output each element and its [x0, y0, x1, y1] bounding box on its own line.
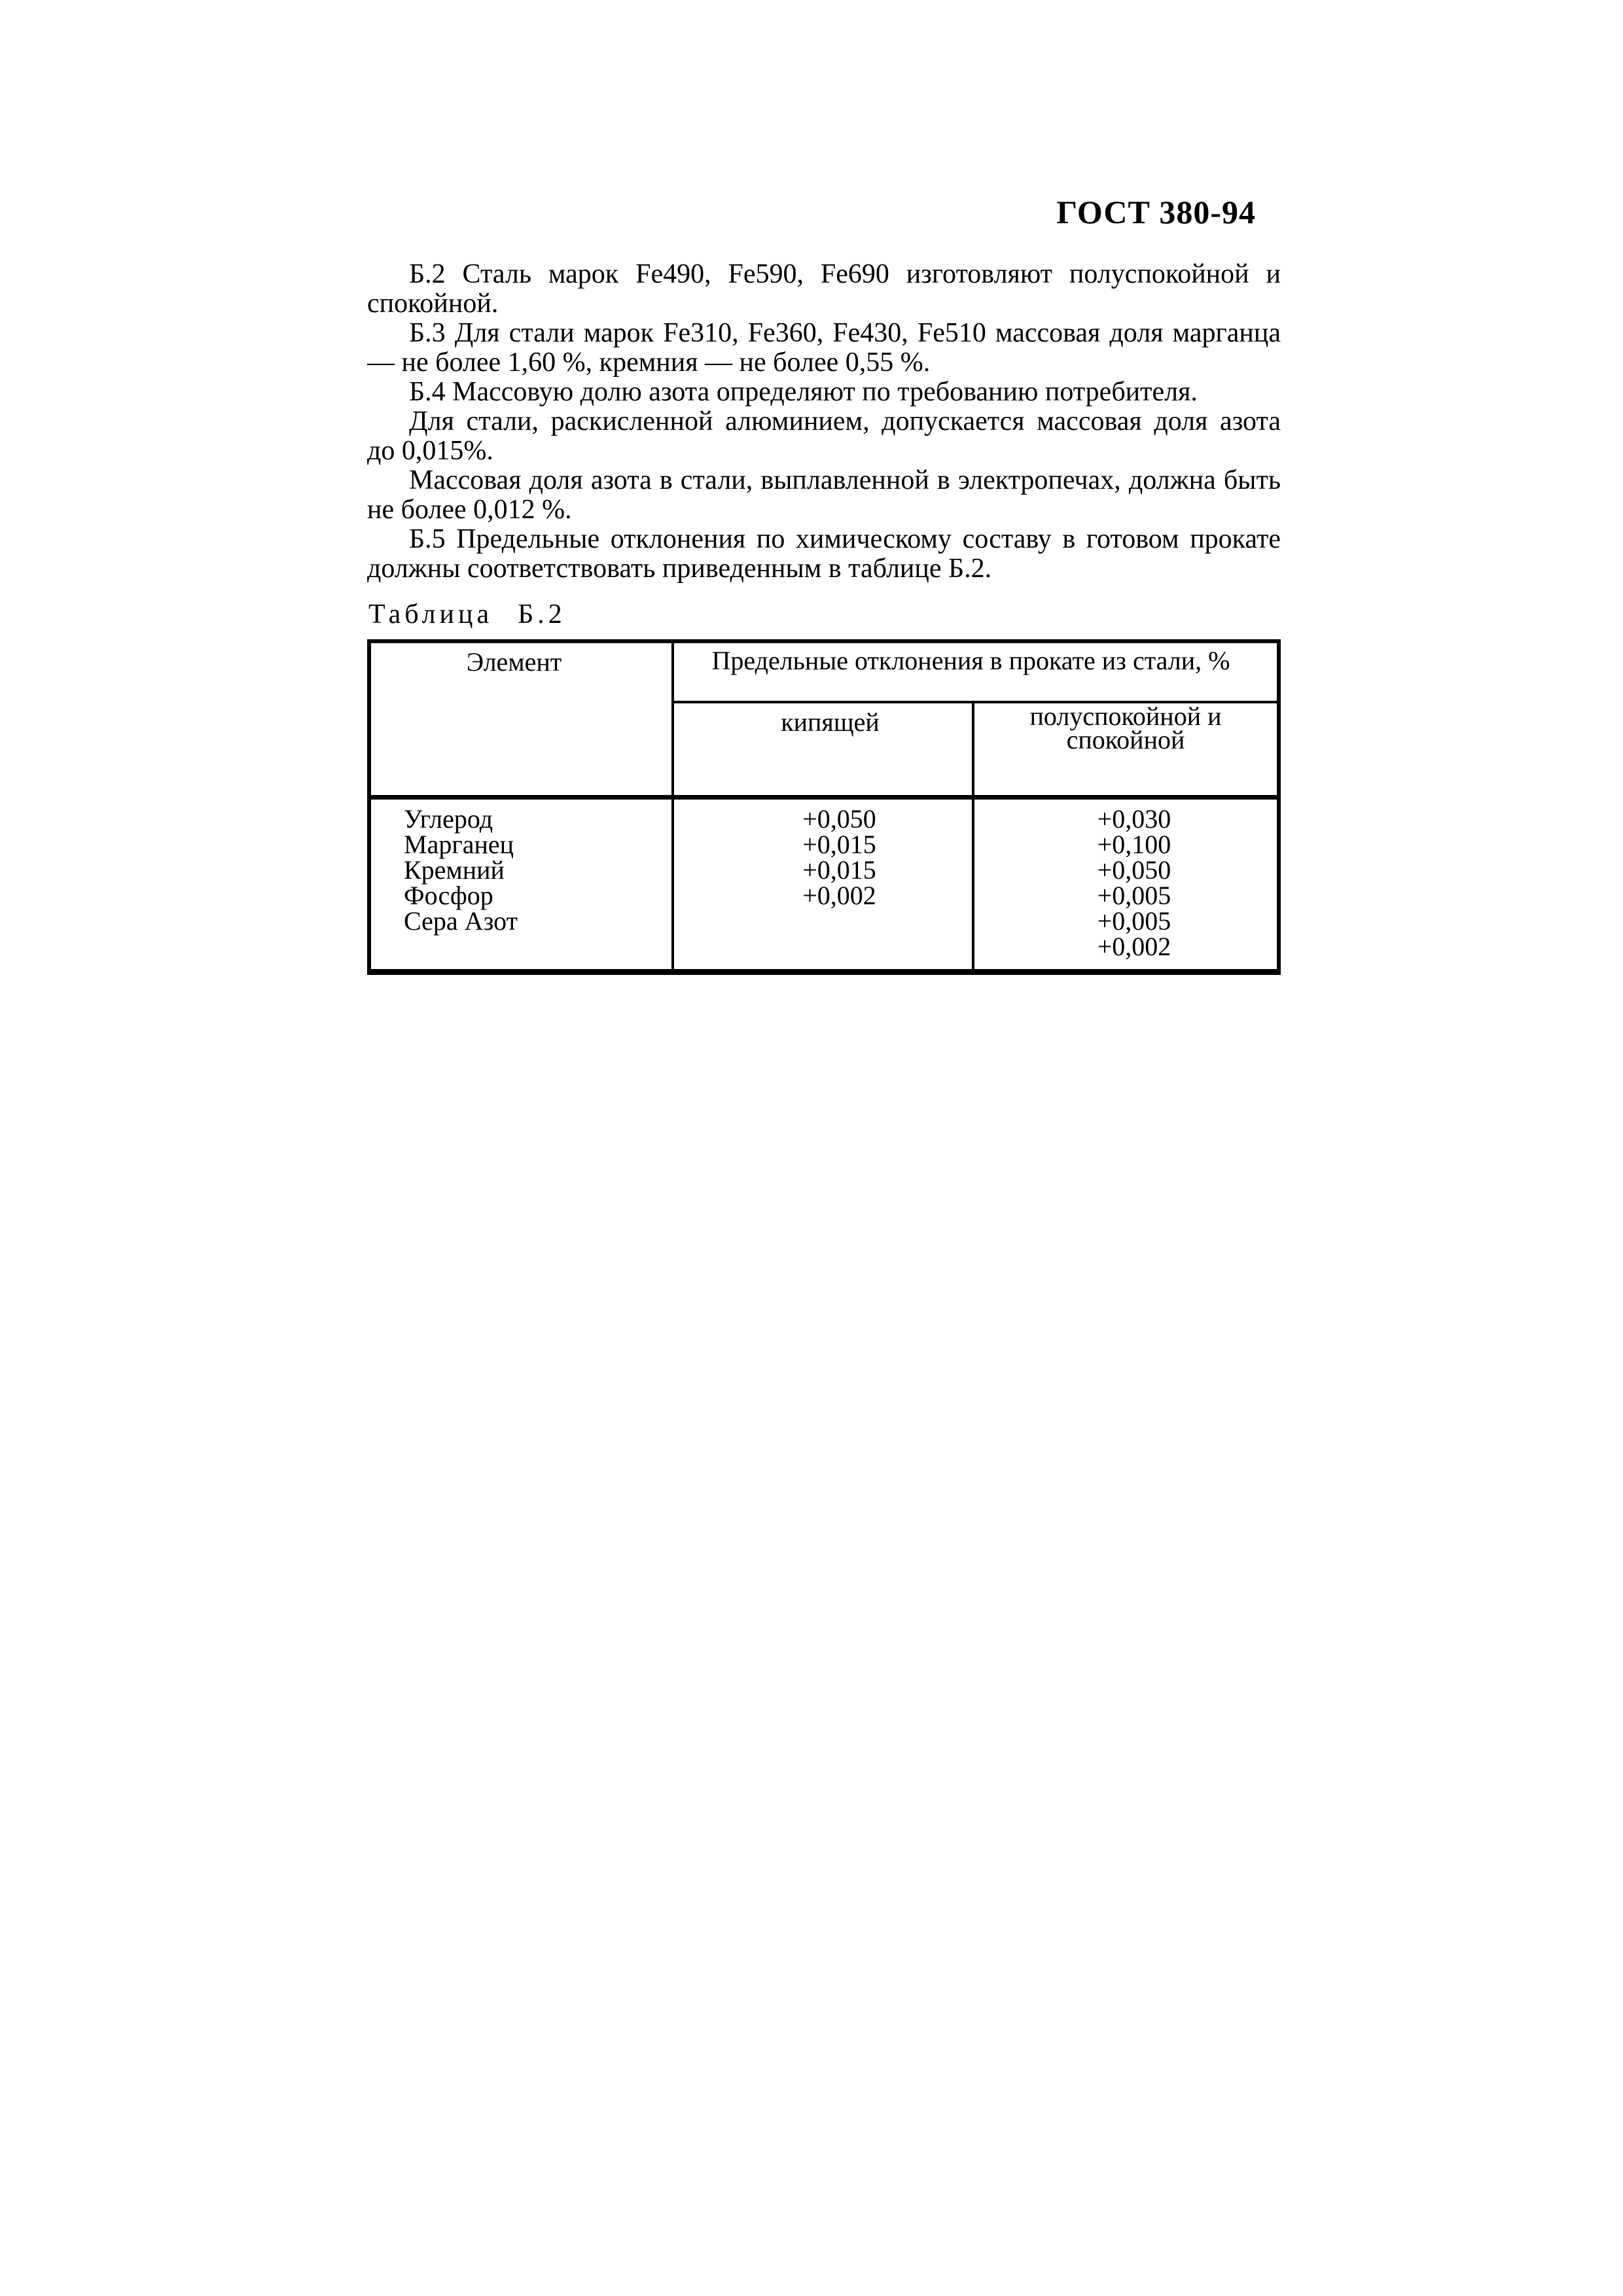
paragraph-line: Для стали, раскисленной алюминием, допускается массовая доля азота — [409, 406, 1281, 436]
element-item: Сера Азот — [404, 906, 518, 936]
table-caption — [368, 599, 566, 629]
standard-code: ГОСТ 380-94 — [1056, 194, 1256, 230]
semicalm-value-item: +0,005 — [1097, 906, 1171, 936]
boiling-value-item: +0,015 — [802, 855, 876, 885]
table-b2 — [367, 639, 1281, 975]
paragraph-line: должны соответствовать приведенным в таблице Б.2. — [367, 554, 992, 584]
semicalm-values — [974, 795, 1277, 969]
body-text — [367, 260, 1281, 584]
deviations-span-header: Предельные отклонения в прокате из стали, % — [674, 643, 1277, 703]
element-column-header: Элемент — [371, 643, 674, 795]
semicalm-value-item: +0,100 — [1097, 830, 1171, 859]
element-item: Кремний — [404, 855, 505, 885]
paragraph-line: Б.5 Предельные отклонения по химическому составу в готовом прокате — [409, 524, 1281, 554]
paragraph-line: не более 0,012 %. — [367, 495, 572, 525]
element-list — [371, 795, 674, 969]
boiling-values — [674, 795, 974, 969]
semicalm-subheader-line1: полуспокойной и — [1029, 701, 1222, 731]
semicalm-value-item: +0,030 — [1097, 804, 1171, 834]
semicalm-value-item: +0,050 — [1097, 855, 1171, 885]
semicalm-value-item: +0,005 — [1097, 881, 1171, 910]
paragraph-line: спокойной. — [367, 289, 499, 319]
boiling-value-item: +0,050 — [802, 804, 876, 834]
boiling-value-item: +0,015 — [802, 830, 876, 859]
paragraph-line: Б.2 Сталь марок Fe490, Fe590, Fe690 изготовляют полуспокойной и — [409, 259, 1281, 289]
semicalm-subheader-line2: спокойной — [1066, 725, 1185, 754]
paragraph-line: Б.4 Массовую долю азота определяют по требованию потребителя. — [409, 377, 1198, 407]
paragraph-line: Б.3 Для стали марок Fe310, Fe360, Fe430, Fe510 массовая доля марганца — [409, 318, 1281, 348]
boiling-subheader: кипящей — [674, 703, 974, 795]
element-item: Фосфор — [404, 881, 493, 910]
element-item: Углерод — [404, 804, 493, 834]
paragraph-line: Массовая доля азота в стали, выплавленной в электропечах, должна быть — [409, 465, 1281, 495]
semicalm-subheader — [974, 703, 1277, 795]
paragraph-line: — не более 1,60 %, кремния — не более 0,55 %. — [367, 347, 931, 378]
boiling-value-item: +0,002 — [802, 881, 876, 910]
table-caption-word: Таблица — [368, 599, 493, 629]
element-item: Марганец — [404, 830, 514, 859]
table-caption-number: Б.2 — [518, 599, 566, 629]
semicalm-value-item: +0,002 — [1097, 932, 1171, 961]
paragraph-line: до 0,015%. — [367, 436, 493, 466]
